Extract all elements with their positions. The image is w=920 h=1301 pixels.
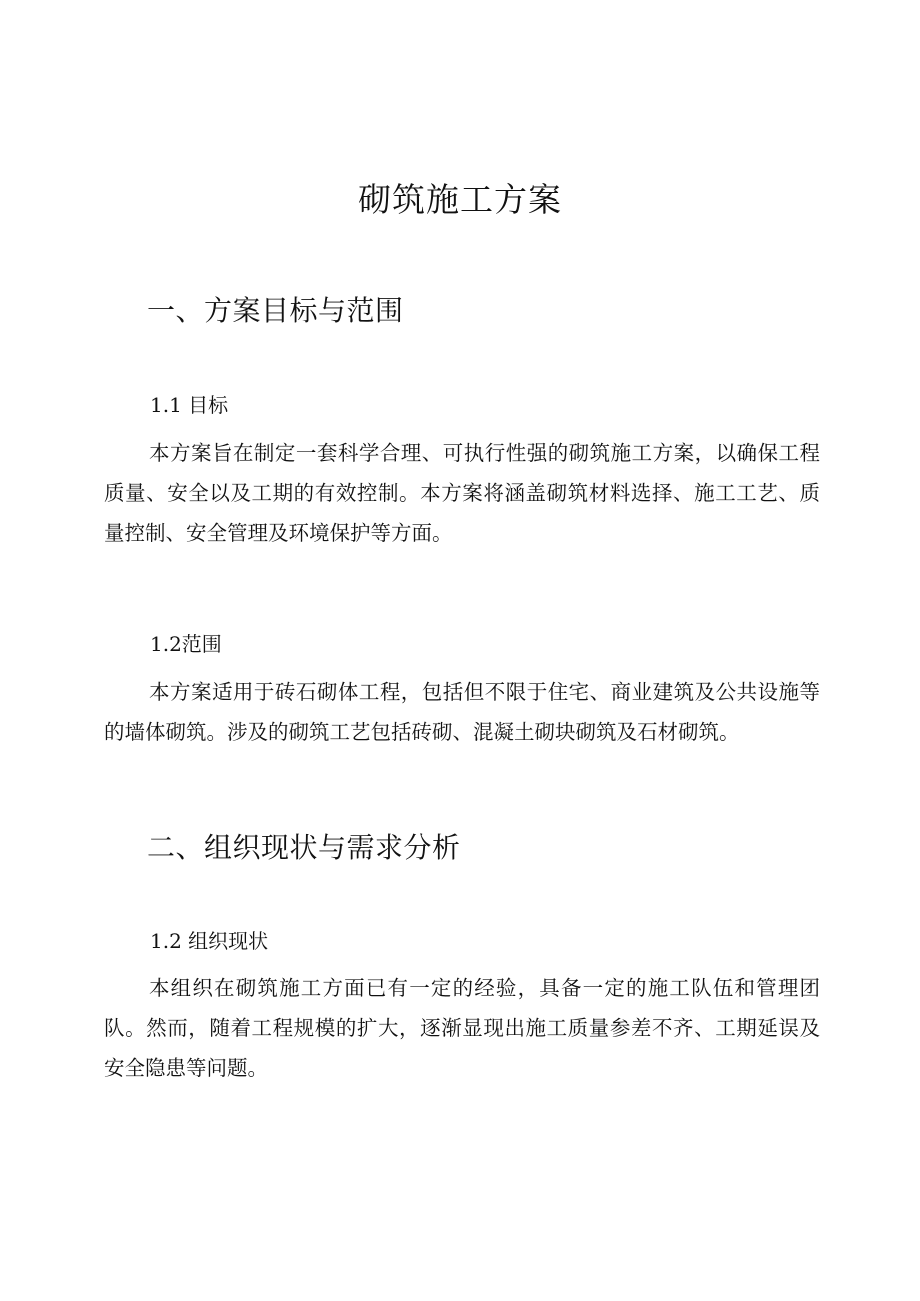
paragraph-org-status: 本组织在砌筑施工方面已有一定的经验，具备一定的施工队伍和管理团队。然而，随着工程规模的扩大，逐渐显现出施工质量参差不齐、工期延误及安全隐患等问题。 <box>104 976 820 1080</box>
section-heading-status-analysis: 二、组织现状与需求分析 <box>147 831 461 864</box>
paragraph-scope: 本方案适用于砖石砌体工程，包括但不限于住宅、商业建筑及公共设施等的墙体砌筑。涉及的砌筑工艺包括砖砌、混凝土砌块砌筑及石材砌筑。 <box>104 680 820 744</box>
document-title: 砌筑施工方案 <box>358 180 562 219</box>
paragraph-goal: 本方案旨在制定一套科学合理、可执行性强的砌筑施工方案，以确保工程质量、安全以及工期的有效控制。本方案将涵盖砌筑材料选择、施工工艺、质量控制、安全管理及环境保护等方面。 <box>104 441 820 545</box>
subsection-heading-scope: 1.2范围 <box>150 632 222 656</box>
subsection-heading-goal: 1.1 目标 <box>150 393 229 417</box>
subsection-heading-org-status: 1.2 组织现状 <box>150 929 269 953</box>
section-heading-goals-scope: 一、方案目标与范围 <box>147 294 404 327</box>
